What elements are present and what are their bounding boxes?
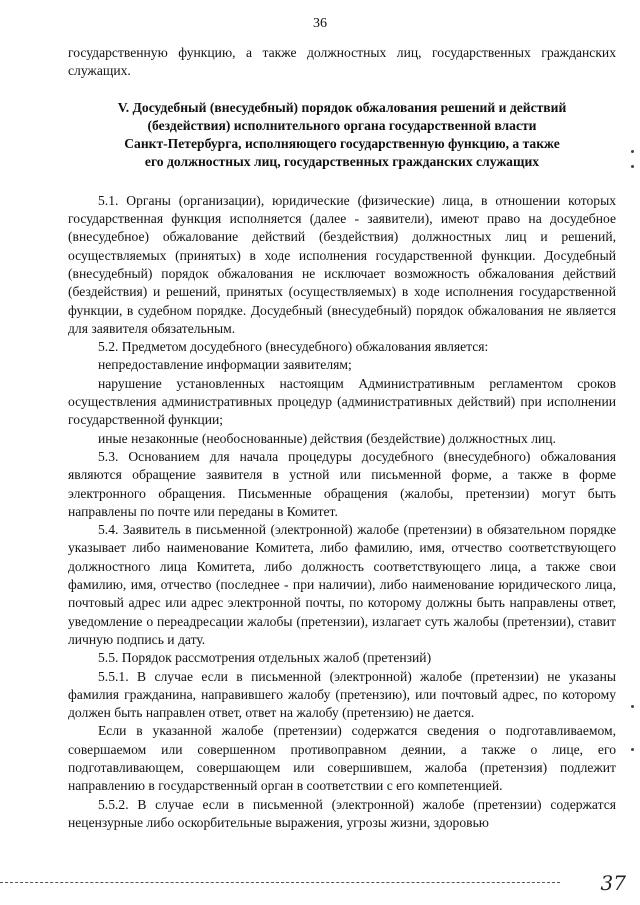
document-body <box>68 44 616 832</box>
continuation-text: государственную функцию, а также должностных лиц, государственных гражданских служащих. <box>68 45 616 79</box>
section-title-line: V. Досудебный (внесудебный) порядок обжалования решений и действий <box>117 99 567 115</box>
paragraph-5-4: 5.4. Заявитель в письменной (электронной) жалобе (претензии) в обязательном порядке указывает либо наименование Комитета, либо фамилию, имя, отчество соответствующего должностного лица Комитета, либо должность соответствующего лица, а также свои фамилию, имя, отчество (последнее - при наличии), либо наименование юридического лица, почтовый адрес или адрес электронной почты, по которому должны быть направлены ответ, уведомление о переадресации жалобы (претензии), излагает суть жалобы (претензии), ставит личную подпись и дату. <box>68 522 616 647</box>
paragraph-5-3: 5.3. Основанием для начала процедуры досудебного (внесудебного) обжалования являются обращение заявителя в устной или письменной форме, а также в форме электронного обращения. Письменные обращения (жалобы, претензии) могут быть направлены по почте или переданы в Комитет. <box>68 448 616 519</box>
paragraph-5-2: 5.2. Предметом досудебного (внесудебного) обжалования является: <box>98 339 489 355</box>
scan-artifact-dot <box>631 705 634 708</box>
section-title-line: (бездействия) исполнительного органа государственной власти <box>147 117 537 133</box>
scan-artifact-dot <box>631 748 634 751</box>
paragraph-5-5-1: 5.5.1. В случае если в письменной (электронной) жалобе (претензии) не указаны фамилия гражданина, направившего жалобу (претензию), или почтовый адрес, по которому должен быть направлен ответ, ответ на жалобу (претензию) не дается. <box>68 668 616 721</box>
list-item: непредоставление информации заявителям; <box>98 357 352 373</box>
scan-artifact-dot <box>631 165 634 168</box>
list-item: нарушение установленных настоящим Административным регламентом сроков осуществления административных процедур (административных действий) при исполнении государственной функции; <box>68 375 616 428</box>
section-title-line: Санкт-Петербурга, исполняющего государственную функцию, а также <box>124 136 560 152</box>
paragraph-5-5: 5.5. Порядок рассмотрения отдельных жалоб (претензий) <box>98 650 432 666</box>
scan-artifact-line <box>0 882 560 883</box>
paragraph-5-5-2: 5.5.2. В случае если в письменной (электронной) жалобе (претензии) содержатся нецензурные либо оскорбительные выражения, угрозы жизни, здоровью <box>68 796 616 830</box>
page-number: 36 <box>313 16 327 31</box>
handwritten-page-number: 37 <box>600 871 626 895</box>
scan-artifact-dot <box>631 150 634 153</box>
section-title-line: его должностных лиц, государственных гражданских служащих <box>144 154 540 170</box>
paragraph-5-5-1-cont: Если в указанной жалобе (претензии) содержатся сведения о подготавливаемом, совершаемом или совершенном противоправном деянии, а также о лице, его подготавливающем, совершающем или совершившем, жалоба (претензия) подлежит направлению в государственный орган в соответствии с его компетенцией. <box>68 723 616 794</box>
list-item: иные незаконные (необоснованные) действия (бездействие) должностных лиц. <box>98 430 556 446</box>
paragraph-5-1: 5.1. Органы (организации), юридические (физические) лица, в отношении которых государственная функция исполняется (далее - заявители), имеют право на досудебное (внесудебное) обжалование действий (бездействия) должностных лиц и решений, осуществляемых (принятых) в ходе исполнения государственной функции. Досудебный (внесудебный) порядок обжалования не исключает возможность обжалования действий (бездействия) и решений, принятых (осуществляемых) в ходе исполнения государственной функции, в судебном порядке. Досудебный (внесудебный) порядок обжалования не является для заявителя обязательным. <box>68 192 616 336</box>
section-title <box>68 99 616 172</box>
